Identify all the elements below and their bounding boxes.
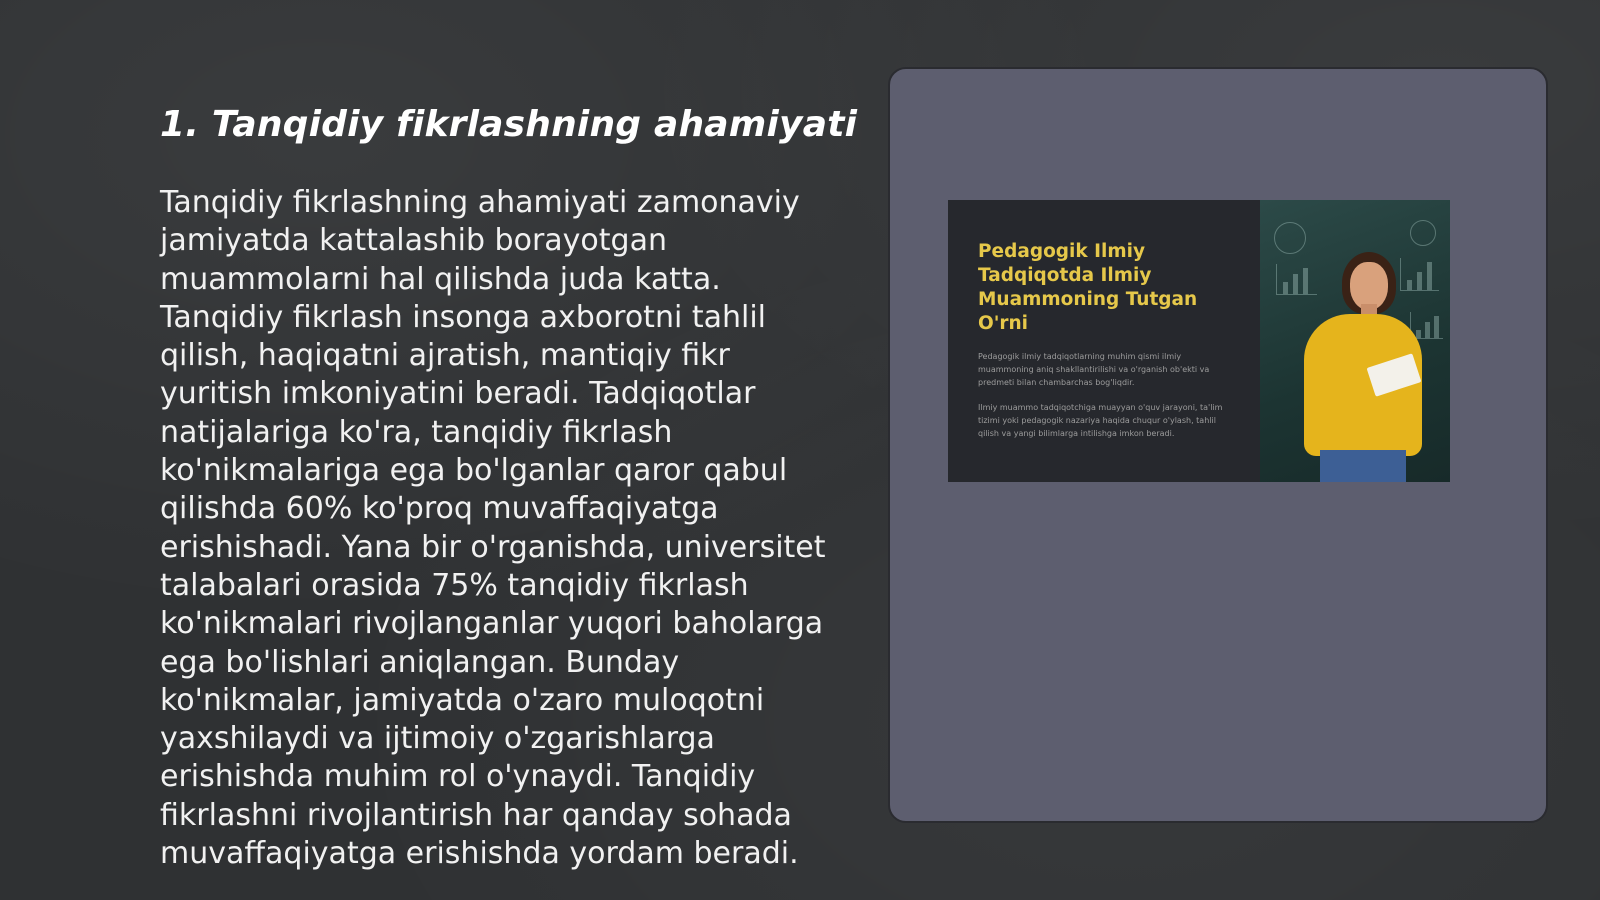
slide-body-text: Tanqidiy fikrlashning ahamiyati zamonaviy jamiyatda kattalashib borayotgan muammolarni hal qilishda juda katta. Tanqidiy fikrlash insonga axborotni tahlil qilish, haqiqatni ajratish, mantiqiy fikr yuritish imkoniyatini beradi. Tadqiqotlar natijalariga ko'ra, tanqidiy fikrlash ko'nikmalariga ega bo'lganlar qaror qabul qilishda 60% ko'proq muvaffaqiyatga erishishadi. Yana bir o'rganishda, universitet talabalari orasida 75% tanqidiy fikrlash ko'nikmalari rivojlanganlar yuqori baholarga ega bo'lishlari aniqlangan. Bunday ko'nikmalar, jamiyatda o'zaro muloqotni yaxshilaydi va ijtimoiy o'zgarishlarga erishishda muhim rol o'ynaydi. Tanqidiy fikrlashni rivojlantirish har qanday sohada muvaffaqiyatga erishishda yordam beradi. xyxy=(160,185,826,872)
thumbnail-paragraph: Pedagogik ilmiy tadqiqotlarning muhim qismi ilmiy muammoning aniq shakllantirilishi va o'rganish ob'ekti va predmeti bilan chambarchas bog'liqdir. xyxy=(978,352,1210,387)
slide-thumbnail-image xyxy=(948,200,1450,482)
thumbnail-paragraph: Ilmiy muammo tadqiqotchiga muayyan o'quv jarayoni, ta'lim tizimi yoki pedagogik nazariya haqida chuqur o'ylash, tahlil qilish va yangi bilimlarga intilishga imkon beradi. xyxy=(978,403,1223,438)
thumbnail-title: Pedagogik Ilmiy Tadqiqotda Ilmiy Muammoning Tutgan O'rni xyxy=(978,241,1198,334)
slide-title: 1. Tanqidiy fikrlashning ahamiyati xyxy=(160,104,858,145)
teacher-figure xyxy=(1260,200,1450,482)
teacher-photo xyxy=(1260,200,1450,482)
thumbnail-text-area xyxy=(948,200,1260,482)
